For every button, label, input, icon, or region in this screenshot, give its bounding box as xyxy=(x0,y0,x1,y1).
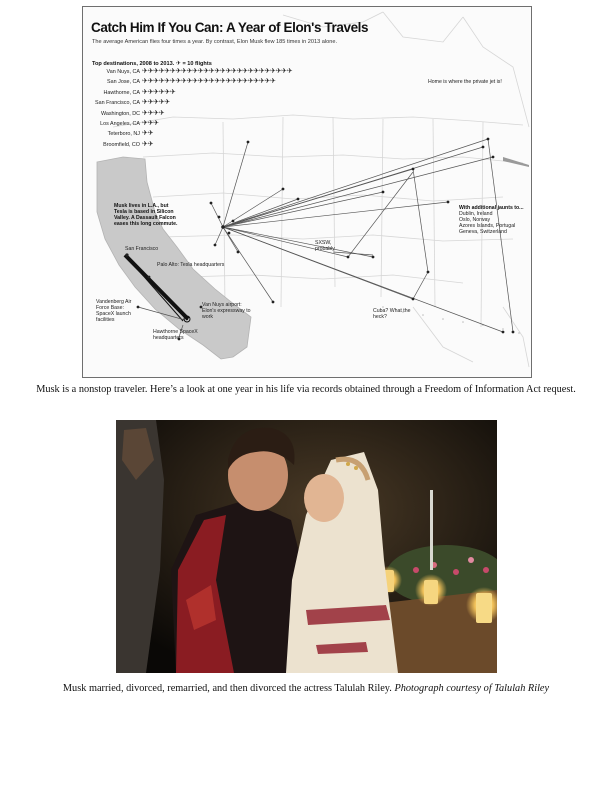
hawthorne-note: Hawthorne SpaceX headquarters xyxy=(153,329,198,341)
jaunts-heading: With additional jaunts to... xyxy=(459,205,524,211)
jaunt-item: Oslo, Norway xyxy=(459,217,491,223)
vandenberg-note: Vandenberg Air Force Base: SpaceX launch facilities xyxy=(96,299,132,323)
jaunt-item: Dublin, Ireland xyxy=(459,211,493,217)
destination-planes-icon: ✈✈✈✈✈✈✈✈✈✈✈✈✈✈✈✈✈✈✈✈✈✈✈✈ xyxy=(142,77,276,86)
san-francisco-label: San Francisco xyxy=(125,246,159,252)
plane-legend-icon: ✈ xyxy=(175,60,181,67)
wedding-photograph xyxy=(116,420,497,673)
destination-planes-icon: ✈✈✈✈✈ xyxy=(142,98,170,107)
destination-label: San Francisco, CA xyxy=(95,100,140,107)
additional-jaunts xyxy=(459,205,529,235)
destination-planes-icon: ✈✈ xyxy=(142,139,154,148)
destination-planes-icon: ✈✈✈✈ xyxy=(142,108,165,117)
destination-planes-icon: ✈✈✈✈✈✈✈✈✈✈✈✈✈✈✈✈✈✈✈✈✈✈✈✈✈✈✈ xyxy=(142,67,293,75)
destination-label: Van Nuys, CA xyxy=(106,69,140,75)
destination-planes-icon: ✈✈ xyxy=(142,129,154,138)
sxsw-note: SXSW, probably xyxy=(315,240,335,252)
jaunt-item: Geneva, Switzerland xyxy=(459,229,507,235)
palo-alto-label: Palo Alto: Tesla headquarters xyxy=(157,262,225,268)
destination-planes-icon: ✈✈✈✈✈✈ xyxy=(142,87,176,96)
destinations-heading: Top destinations, 2008 to 2013. ✈ = 10 flights xyxy=(92,60,212,67)
cuba-note: Cuba? What the heck? xyxy=(373,308,411,320)
destination-planes-icon: ✈✈✈ xyxy=(142,119,159,127)
infographic-title: Catch Him If You Can: A Year of Elon's Travels xyxy=(91,20,369,35)
van-nuys-note: Van Nuys airport: Elon's expressway to work xyxy=(202,302,251,320)
private-jet-note: Home is where the private jet is! xyxy=(428,79,502,85)
caption-text: Musk married, divorced, remarried, and then divorced the actress Talulah Riley. xyxy=(62,683,395,694)
jaunt-item: Azores Islands, Portugal xyxy=(459,223,516,229)
travel-infographic xyxy=(82,6,532,378)
destination-label: San Jose, CA xyxy=(107,79,140,86)
figure-caption-travel: Musk is a nonstop traveler. Here’s a look at one year in his life via records obtained through a Freedom of Information Act request. xyxy=(36,384,576,395)
infographic-subtitle: The average American flies four times a year. By contrast, Elon Musk flew 185 times in 2013 alone. xyxy=(92,39,338,45)
destination-label: Broomfield, CO xyxy=(103,141,140,148)
photo-scene xyxy=(116,420,497,673)
photo-credit: Photograph courtesy of Talulah Riley xyxy=(394,683,550,694)
destination-label: Washington, DC xyxy=(100,110,140,117)
destination-label: Teterboro, NJ xyxy=(107,131,140,138)
destination-label: Hawthorne, CA xyxy=(103,89,140,96)
figure-caption-wedding xyxy=(0,683,612,694)
la-commute-note: Musk lives in L.A., but Tesla is based in Silicon Valley. A Dassault Falcon eases this long commute. xyxy=(114,203,178,227)
destination-label: Los Angeles, CA xyxy=(100,121,140,127)
